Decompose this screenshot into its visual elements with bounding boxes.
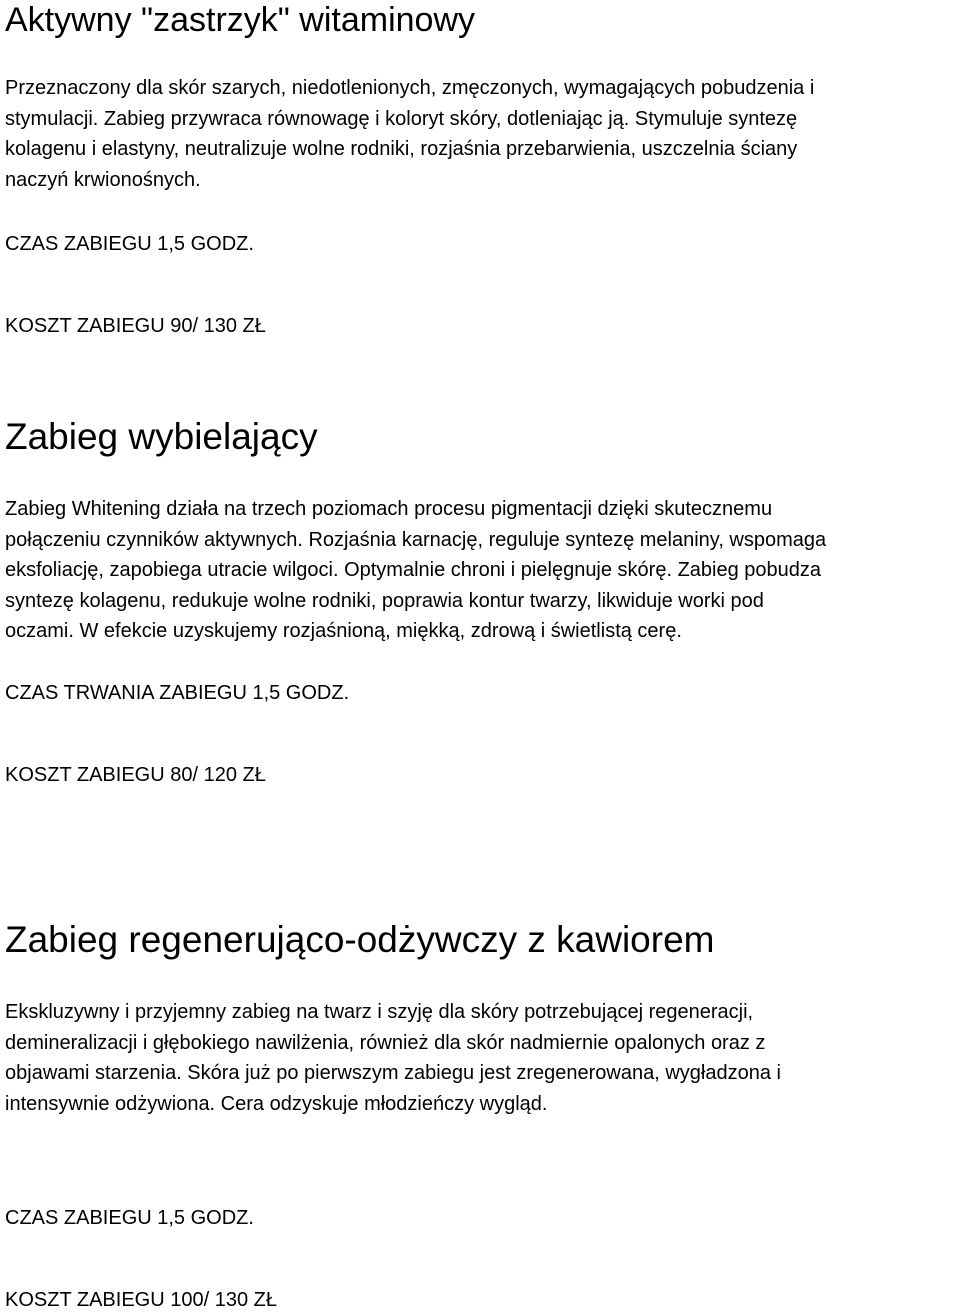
treatment-time-caviar: CZAS ZABIEGU 1,5 GODZ. xyxy=(5,1207,254,1229)
description-line: połączeniu czynników aktywnych. Rozjaśnia karnację, reguluje syntezę melaniny, wspomaga xyxy=(5,528,827,551)
description-line: naczyń krwionośnych. xyxy=(5,168,201,191)
description-line: intensywnie odżywiona. Cera odzyskuje młodzieńczy wygląd. xyxy=(5,1092,548,1115)
treatment-cost-whitening: KOSZT ZABIEGU 80/ 120 ZŁ xyxy=(5,764,266,786)
section-description-caviar xyxy=(5,997,960,1119)
section-description-whitening xyxy=(5,494,960,647)
description-line: eksfoliację, zapobiega utracie wilgoci. Optymalnie chroni i pielęgnuje skórę. Zabieg pobudza xyxy=(5,559,822,581)
description-line: Ekskluzywny i przyjemny zabieg na twarz i szyję dla skóry potrzebującej regeneracji, xyxy=(5,1001,754,1023)
description-line: Zabieg Whitening działa na trzech poziomach procesu pigmentacji dzięki skutecznemu xyxy=(5,498,773,520)
description-line: Przeznaczony dla skór szarych, niedotlenionych, zmęczonych, wymagających pobudzenia i xyxy=(5,77,815,99)
section-description-vitamin xyxy=(5,73,960,195)
section-title-caviar: Zabieg regenerująco-odżywczy z kawiorem xyxy=(5,919,715,960)
description-line: kolagenu i elastyny, neutralizuje wolne rodniki, rozjaśnia przebarwienia, uszczelnia ściany xyxy=(5,138,798,160)
description-line: oczami. W efekcie uzyskujemy rozjaśnioną, miękką, zdrową i świetlistą cerę. xyxy=(5,620,682,642)
treatment-time-whitening: CZAS TRWANIA ZABIEGU 1,5 GODZ. xyxy=(5,682,350,704)
treatment-cost-caviar: KOSZT ZABIEGU 100/ 130 ZŁ xyxy=(5,1289,277,1311)
description-line: objawami starzenia. Skóra już po pierwszym zabiegu jest zregenerowana, wygładzona i xyxy=(5,1062,781,1084)
description-line: demineralizacji i głębokiego nawilżenia, również dla skór nadmiernie opalonych oraz z xyxy=(5,1031,766,1054)
section-title-whitening: Zabieg wybielający xyxy=(5,416,318,457)
treatment-cost-vitamin: KOSZT ZABIEGU 90/ 130 ZŁ xyxy=(5,315,266,337)
treatment-time-vitamin: CZAS ZABIEGU 1,5 GODZ. xyxy=(5,233,254,255)
description-line: syntezę kolagenu, redukuje wolne rodniki, poprawia kontur twarzy, likwiduje worki pod xyxy=(5,589,764,612)
description-line: stymulacji. Zabieg przywraca równowagę i koloryt skóry, dotleniając ją. Stymuluje syntezę xyxy=(5,107,798,130)
section-title-vitamin: Aktywny "zastrzyk" witaminowy xyxy=(5,1,476,39)
